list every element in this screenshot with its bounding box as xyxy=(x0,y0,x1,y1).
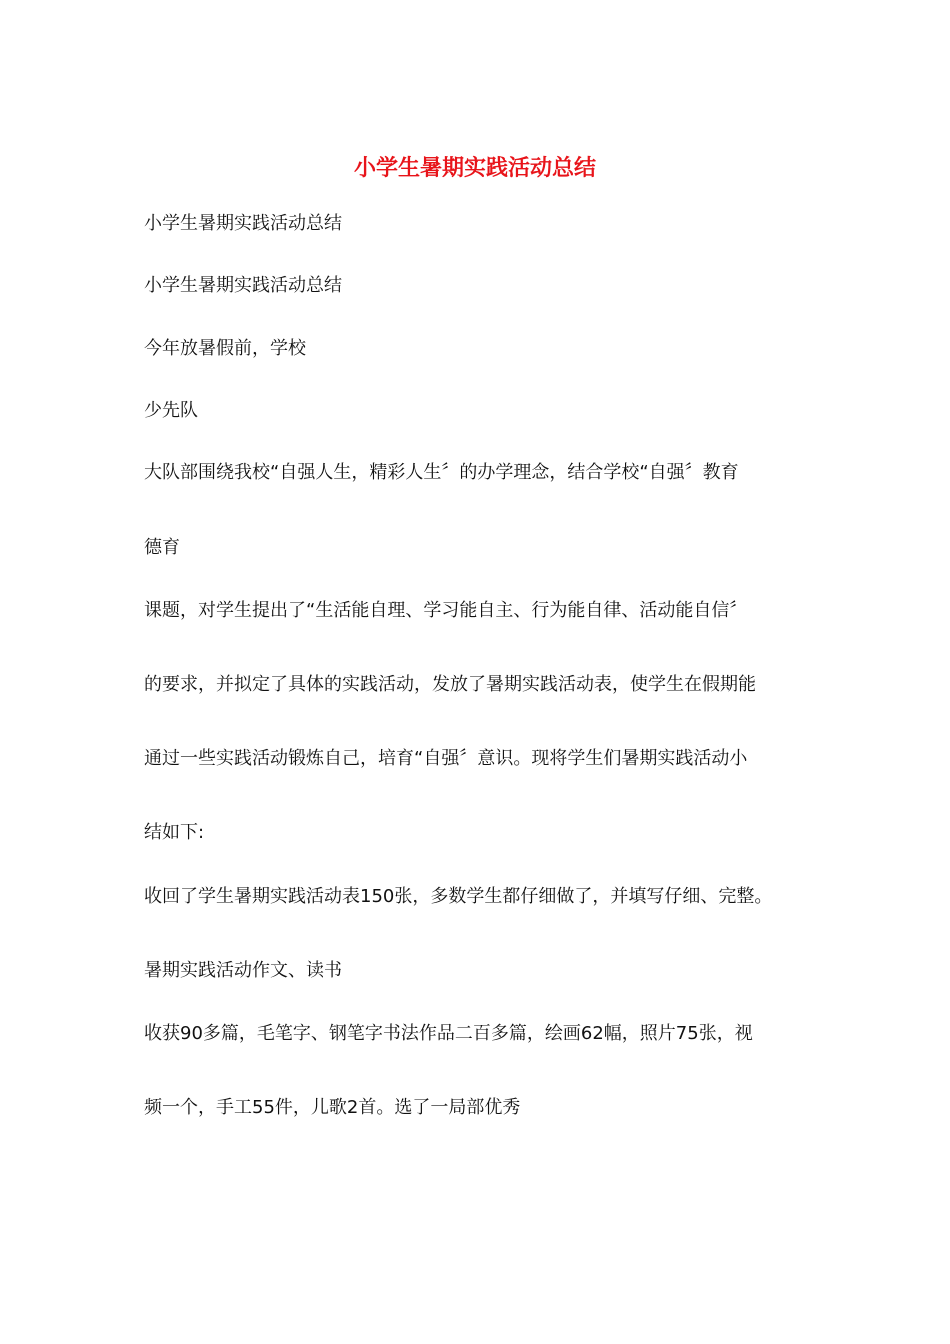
paragraph-line: 收获90多篇，毛笔字、钢笔字书法作品二百多篇，绘画62幅，照片75张，视 xyxy=(144,1023,753,1044)
paragraph-line: 大队部围绕我校“自强人生，精彩人生〞的办学理念，结合学校“自强〞教育 xyxy=(144,462,739,483)
paragraph-line: 德育 xyxy=(144,537,180,558)
paragraph-line: 今年放暑假前，学校 xyxy=(144,338,306,359)
paragraph-line: 小学生暑期实践活动总结 xyxy=(144,213,342,234)
paragraph-line: 频一个，手工55件，儿歌2首。选了一局部优秀 xyxy=(144,1097,521,1118)
paragraph-line: 小学生暑期实践活动总结 xyxy=(144,275,342,296)
paragraph-line: 收回了学生暑期实践活动表150张，多数学生都仔细做了，并填写仔细、完整。 xyxy=(144,886,773,907)
paragraph-line: 的要求，并拟定了具体的实践活动，发放了暑期实践活动表，使学生在假期能 xyxy=(144,674,756,695)
paragraph-line: 暑期实践活动作文、读书 xyxy=(144,960,342,981)
document-title: 小学生暑期实践活动总结 xyxy=(353,155,596,181)
paragraph-line: 少先队 xyxy=(144,400,198,421)
paragraph-line: 通过一些实践活动锻炼自己，培育“自强〞意识。现将学生们暑期实践活动小 xyxy=(144,748,748,769)
paragraph-line: 结如下: xyxy=(144,822,205,843)
paragraph-line: 课题，对学生提出了“生活能自理、学习能自主、行为能自律、活动能自信〞 xyxy=(144,600,748,621)
